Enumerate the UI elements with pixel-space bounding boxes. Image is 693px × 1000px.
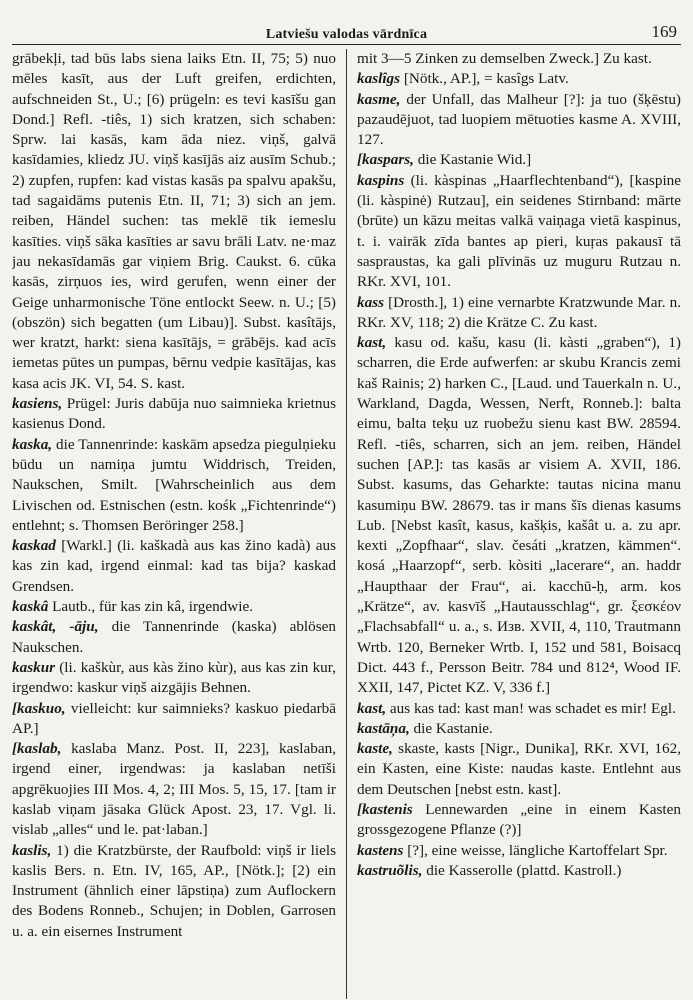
dictionary-entry bbox=[357, 719, 681, 739]
entry-headword: kaslîgs bbox=[357, 70, 401, 88]
entry-text: Lennewarden „eine in einem Kasten grossgezogene Pflanze (?)] bbox=[357, 800, 681, 839]
entry-headword: kaska, bbox=[12, 435, 53, 453]
dictionary-entry bbox=[12, 49, 336, 394]
dictionary-entry bbox=[12, 597, 336, 617]
entry-headword: [kaskuo, bbox=[12, 699, 66, 717]
dictionary-entry bbox=[12, 536, 336, 597]
entry-headword: [kastenis bbox=[357, 800, 413, 818]
entry-text: der Unfall, das Malheur [?]: ja tuo (šķēstu) pazaudējuot, tad luopiem mētuoties kasme A. XVIII, 127. bbox=[357, 90, 681, 149]
page-number: 169 bbox=[651, 22, 677, 41]
dictionary-entry bbox=[12, 699, 336, 740]
entry-headword: [kaslab, bbox=[12, 740, 62, 758]
entry-text: aus kas tad: kast man! was schadet es mir! Egl. bbox=[386, 699, 676, 717]
entry-headword: kaspins bbox=[357, 171, 405, 189]
dictionary-entry bbox=[357, 69, 681, 89]
entry-headword: kass bbox=[357, 293, 385, 311]
entry-headword: kast, bbox=[357, 699, 387, 717]
page-header bbox=[12, 22, 681, 45]
entry-text: die Kasserolle (plattd. Kastroll.) bbox=[422, 861, 622, 879]
entry-headword: kaslis, bbox=[12, 841, 52, 859]
entry-text: [Warkl.] (li. kaškadà aus kas žino kadà) aus kas zin kad, irgend einmal: kad tas bija? kaskad Grendsen. bbox=[12, 537, 336, 595]
dictionary-entry bbox=[357, 171, 681, 293]
dictionary-entry bbox=[12, 617, 336, 658]
entry-headword: kaskâ bbox=[12, 598, 49, 616]
entry-text: [Nötk., AP.], = kasîgs Latv. bbox=[400, 70, 569, 88]
entry-text: kaslaba Manz. Post. II, 223], kaslaban, irgend einer, irgendwas: ja kaslaban netīši apgrēkuojies III Mos. 4, 2; III Mos. 5, 15, 17. [tam ir kaslab viņam jāsaka Glück Apost. 23, 17. Vgl. li. vislab „alles“ und le. pat·laban.] bbox=[12, 740, 336, 839]
entry-text: (li. kàspinas „Haarflechtenband“), [kaspine (li. kàspinė) Rutzau], ein seidenes Stirnband: mārte (brūte) un kāzu meitas valkā vaiņaga vietā kaspinus, t. i. vairāk zīda bantes ap pieri, kuŗas pakausī tā saspraustas, ka gali plīvinās uz muguru Rutzau n. RKr. XVI, 101. bbox=[357, 171, 681, 291]
dictionary-entry bbox=[357, 861, 681, 881]
entry-headword: kasme, bbox=[357, 90, 401, 108]
entry-text: (li. kaškùr, aus kàs žino kùr), aus kas zin kur, irgendwo: kaskur viņš aizgājis Behnen. bbox=[12, 658, 336, 697]
entry-text: die Tannenrinde: kaskām apsedza piegulņieku būdu un namiņa jumtu Widdrisch, Treiden, Naukschen, Smilt. [Wahrscheinlich aus dem Livischen od. Estnischen (estn. kośk „Fichtenrinde“) entlehnt; s. Thomsen Beröringer 258.] bbox=[12, 435, 336, 534]
dictionary-entry bbox=[357, 739, 681, 800]
entry-text: kasu od. kašu, kasu (li. kàsti „graben“), 1) scharren, die Erde aufwerfen: ar skubu Krancis zemi kaš Rainis; 2) harken C., [Laud. und Tauerkaln n. U., Warkland, Dagda, Wessen, Nerft, Ronneb.]: balta eimu, balta teķu uz ruobežu sienu kast BW. 28594. Refl. -tiês, scharren, sich an jem. reiben, Händel suchen [AP.]: tas kasās ar visiem A. XVII, 186. Subst. kasums, das Geharkte: tautas nicina manu kasumiņu BW. 28679. tas ir mans šīs dienas kasums Lub. [Nebst kasît, kasus, kašķis, kašât u. a. zu apr. kexti „Zopfhaar“, slav. česáti „kratzen, kämmen“. kosá „Haarzopf“, serb. kòsiti „lacerare“, an. haddr „Haupthaar der Frau“, ai. kacchū-ḥ, arm. kos „Krätze“, av. kasvīš „Hautausschlag“, gr. ξεσκέον „Flachsabfall“ u. a., s. Изв. XVII, 4, 110, Trautmann Wrtb. 120, Berneker Wrtb. I, 152 und 581, Boisacq Dict. 443 f., Persson Beitr. 784 und 812⁴, Wood IF. XXII, 147, Pictet KZ. V, 336 f.] bbox=[357, 334, 681, 697]
entry-text: vielleicht: kur saimnieks? kaskuo piedarbā AP.] bbox=[12, 699, 336, 737]
entry-headword: kasiens, bbox=[12, 395, 63, 413]
dictionary-entry bbox=[357, 333, 681, 698]
entry-text: Prügel: Juris dabūja nuo saimnieka krietnus kasienus Dond. bbox=[12, 395, 336, 433]
dictionary-entry bbox=[357, 293, 681, 334]
dictionary-entry bbox=[12, 435, 336, 536]
entry-text: die Kastanie Wid.] bbox=[413, 151, 532, 169]
entry-text: die Tannenrinde (kaska) ablösen Naukschen. bbox=[12, 618, 336, 656]
left-column bbox=[12, 49, 347, 999]
dictionary-entry bbox=[357, 90, 681, 151]
entry-text: mit 3—5 Zinken zu demselben Zweck.] Zu kast. bbox=[357, 50, 652, 67]
dictionary-entry bbox=[12, 658, 336, 699]
entry-text: die Kastanie. bbox=[409, 719, 493, 737]
entry-headword: [kaspars, bbox=[357, 151, 414, 169]
entry-headword: kastruõlis, bbox=[357, 861, 423, 879]
entry-text: [?], eine weisse, längliche Kartoffelart Spr. bbox=[403, 841, 668, 859]
entry-headword: kast, bbox=[357, 334, 387, 352]
dictionary-entry bbox=[357, 841, 681, 861]
entry-headword: kastens bbox=[357, 841, 404, 859]
entry-headword: kaste, bbox=[357, 740, 393, 758]
entry-text: [Drosth.], 1) eine vernarbte Kratzwunde Mar. n. RKr. XV, 118; 2) die Krätze C. Zu kast. bbox=[357, 293, 681, 331]
entry-headword: kaskât, -āju, bbox=[12, 618, 99, 636]
dictionary-entry bbox=[357, 800, 681, 841]
dictionary-entry bbox=[12, 841, 336, 942]
entry-text: Lautb., für kas zin kâ, irgendwie. bbox=[48, 598, 253, 616]
dictionary-entry bbox=[357, 699, 681, 719]
right-column bbox=[347, 49, 681, 999]
dictionary-entry bbox=[12, 394, 336, 435]
entry-headword: kastāņa, bbox=[357, 719, 410, 737]
page-title: Latviešu valodas vārdnīca bbox=[265, 27, 428, 42]
entry-text: skaste, kasts [Nigr., Dunika], RKr. XVI, 162, ein Kasten, eine Kiste: naudas kaste. Entlehnt aus dem Deutschen [nebst estn. kast]. bbox=[357, 740, 681, 798]
columns bbox=[12, 49, 681, 999]
entry-text: grābekļi, tad būs labs siena laiks Etn. II, 75; 5) nuo mēles kasīt, aus der Luft greifen, erdichten, aufschneiden St., U.; [6) prügeln: es tevi kasīšu gan Dond.] Refl. -tiês, 1) sich kratzen, sich schaben: Sprw. lai kasās, kam āda niez. viņš, galvā kasīdamies, kliedz JU. viņš kasījās aiz ausīm Schub.; 2) zupfen, rupfen: kad vistas kasās pa spalvu apakšu, tad sagaidāms putenis Etn. II, 71; 3) sich an jem. reiben, Händel suchen: tas meklē tik iemeslu kasīties. viņš sāka kasīties ar savu brāli Latv. ne·maz jau nekasīdamās gar viņiem Brig. Caukst. 6. cūka kasās, zirņuos ies, wird gerufen, wenn einer der Geige unharmonische Töne entlockt Seew. n. U.; [5) (obszön) sich begatten (um Libau)]. Subst. kasîtājs, wer kratzt, harkt: siena kasītājs, = grābējs. kad acīs iemetas pūtes un pumpas, bērnu vedpie kasītājas, kas kasa acis JK. VI, 54. S. kast. bbox=[12, 50, 336, 392]
entry-headword: kaskur bbox=[12, 658, 56, 676]
dictionary-entry bbox=[357, 49, 681, 69]
dictionary-entry bbox=[12, 739, 336, 840]
entry-headword: kaskad bbox=[12, 537, 56, 555]
entry-text: 1) die Kratzbürste, der Raufbold: viņš ir liels kaslis Bers. n. Etn. IV, 165, AP., [Nötk.]; [2) ein Instrument (ähnlich einer lāpstiņa) zum Auflockern des Bodens Ronneb., Schujen; in Doblen, Garrosen u. a. ein eisernes Instrument bbox=[12, 841, 336, 940]
dictionary-entry bbox=[357, 150, 681, 170]
